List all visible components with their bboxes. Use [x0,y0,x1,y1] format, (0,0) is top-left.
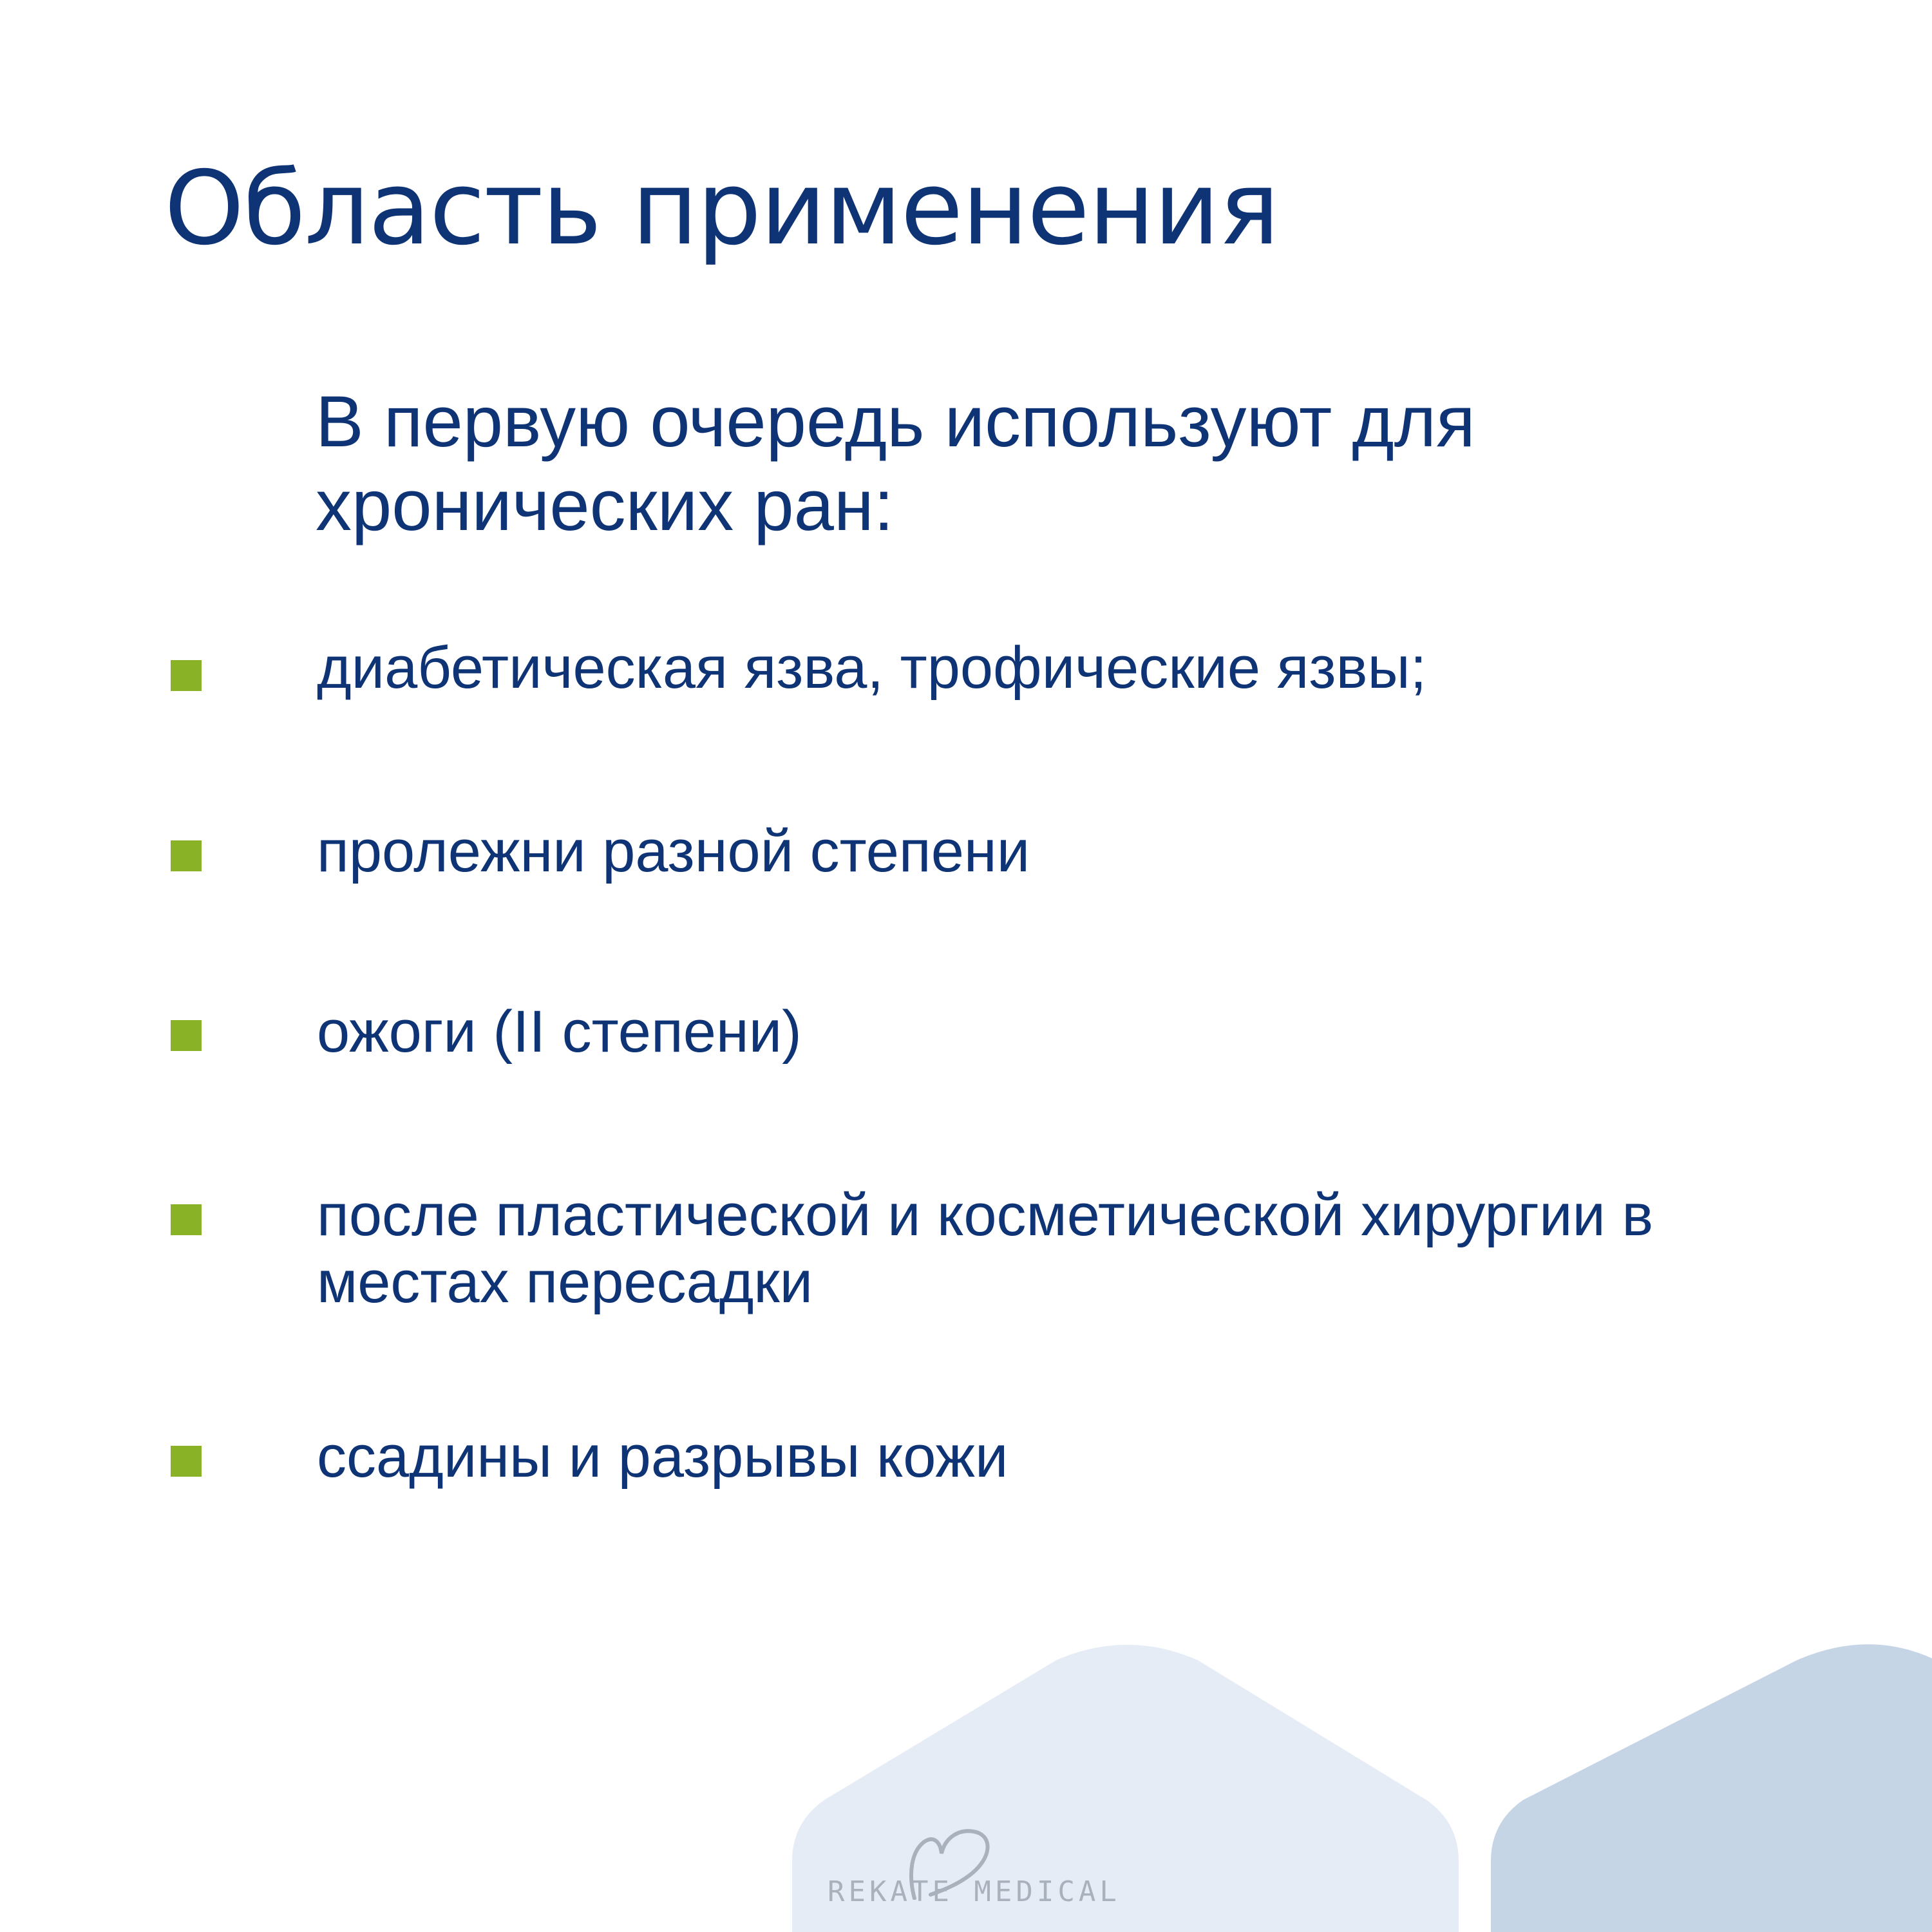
company-logo [828,1823,1121,1913]
list-item-text: диабетическая язва, трофические язвы; [317,635,1427,701]
bullet-square-icon [171,660,202,691]
list-item-text: ожоги (II степени) [317,999,802,1065]
list-item-text: после пластической и косметической хирургии в местах пересадки [317,1182,1654,1315]
bullet-square-icon [171,840,202,871]
bullet-square-icon [171,1446,202,1477]
list-item-text: ссадины и разрывы кожи [317,1424,1009,1490]
page-title: Область применения [164,149,1279,268]
bullet-square-icon [171,1020,202,1051]
intro-text: В первую очередь используют для хронических ран: [316,381,1475,545]
bullet-square-icon [171,1204,202,1235]
logo-text: REKATE MEDICAL [828,1875,1121,1908]
list-item-text: пролежни разной степени [317,819,1030,884]
